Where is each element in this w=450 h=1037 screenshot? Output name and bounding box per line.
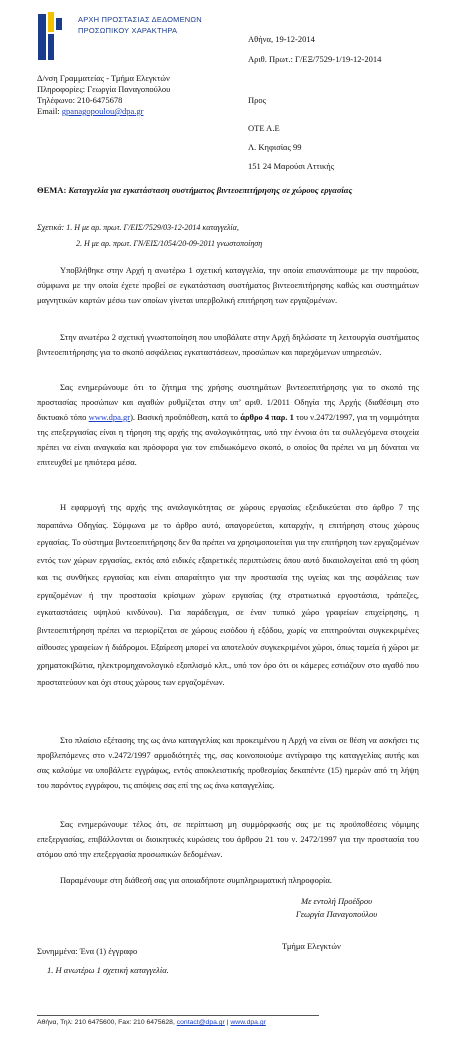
- subject-text: Καταγγελία για εγκατάσταση συστήματος βιντεοεπιτήρησης σε χώρους εργασίας: [68, 185, 353, 195]
- body-paragraph-5: Στο πλαίσιο εξέτασης της ως άνω καταγγελίας και προκειμένου η Αρχή να είναι σε θέση να ασκήσει τις προβλεπόμενες στο ν.2472/1997 αρμοδιότητές της, σας κοινοποιούμε αντίγραφο της καταγγελίας αυτής και σας καλούμε να υποβάλετε εγγράφως, εντός αποκλειστικής προθεσμίας δεκαπέντε (15) ημερών από τη λήψη του παρόντος εγγράφου, τις απόψεις σας επί της ως άνω καταγγελίας.: [37, 735, 419, 790]
- subject-label: ΘΕΜΑ:: [37, 185, 69, 195]
- body-p3-text-a: Σας ενημερώνουμε ότι το ζήτημα της χρήσης συστημάτων βιντεοεπιτήρησης για το σκοπό της προστασίας προσώπων και αγαθών ρυθμίζεται στην υπ’ αριθ. 1/2011 Οδηγία της Αρχής (διαθέσιμη στο δικτυακό τόπο: [37, 382, 419, 422]
- recipient-name: ΟΤΕ Α.Ε: [248, 123, 280, 133]
- footer-divider: [37, 1015, 319, 1016]
- related-item-2: 2. Η με αρ. πρωτ. ΓΝ/ΕΙΣ/1054/20-09-2011 γνωστοποίηση: [76, 239, 263, 248]
- signature-line-1: Με εντολή Προέδρου: [301, 896, 372, 906]
- body-paragraph-6: Σας ενημερώνουμε τέλος ότι, σε περίπτωση μη συμμόρφωσής σας με τις προϋποθέσεις νόμιμης επεξεργασίας, επιβάλλονται οι διοικητικές κυρώσεις του άρθρου 21 του ν. 2472/1997 για την προστασία του ατόμου από την επεξεργασία προσωπικών δεδομένων.: [37, 819, 419, 859]
- authority-name-line2: ΠΡΟΣΩΠΙΚΟΥ ΧΑΡΑΚΤΗΡΑ: [78, 26, 178, 35]
- body-p3-article: άρθρο 4 παρ. 1: [240, 412, 294, 422]
- footer-contact-text: Αθήνα, Τηλ: 210 6475600, Fax: 210 6475628,: [37, 1019, 177, 1026]
- body-paragraph-7: Παραμένουμε στη διάθεσή σας για οποιαδήποτε συμπληρωματική πληροφορία.: [60, 875, 332, 885]
- sender-email-line: [37, 106, 170, 117]
- dpa-website-link[interactable]: www.dpa.gr: [88, 412, 131, 422]
- body-paragraph-3: [37, 380, 419, 470]
- authority-logo-icon: [38, 12, 62, 62]
- sender-dept: Δ/νση Γραμματείας - Τμήμα Ελεγκτών: [37, 73, 170, 83]
- footer: [37, 1019, 266, 1026]
- body-p3-text-c: του ν.2472/1997, για τη νομιμότητα της επεξεργασίας είναι η τήρηση της αρχής της αναλογικότητας, υπό την έννοια ότι τα συλλεγόμενα στοιχεία πρέπει να είναι αναγκαία και πρόσφορα για τον επιδιωκόμενο σκοπό, ο οποίος θα πρέπει να μη δύναται να επιτευχθεί με ηπιότερα μέσα.: [37, 412, 419, 467]
- body-paragraph-1: Υποβλήθηκε στην Αρχή η ανωτέρω 1 σχετική καταγγελία, την οποία επισυνάπτουμε με την παρούσα, σύμφωνα με την οποία έχετε προβεί σε εγκατάσταση συστήματος βιντεοεπιτήρησης καθώς και συστημάτων μαγνητικών καρτών μέσω των οποίων γίνεται υπερβολική επιτήρηση των εργαζομένων.: [37, 265, 419, 305]
- recipient-to-label: Προς: [248, 95, 266, 105]
- authority-name: [78, 14, 202, 36]
- sender-phone: Τηλέφωνο: 210-6475678: [37, 95, 123, 105]
- sender-info: Πληροφορίες: Γεωργία Παναγοπούλου: [37, 84, 171, 94]
- recipient-block: [248, 119, 334, 176]
- signature-block: [274, 895, 399, 921]
- subject: [37, 183, 419, 198]
- recipient-street: Λ. Κηφισίας 99: [248, 142, 302, 152]
- attachments-label: Συνημμένα: Ένα (1) έγγραφο: [37, 946, 138, 956]
- sender-block: [37, 73, 170, 117]
- footer-separator: |: [224, 1019, 231, 1026]
- body-p3-text-b: ). Βασική προϋπόθεση, κατά το: [130, 412, 241, 422]
- recipient-city: 151 24 Μαρούσι Αττικής: [248, 161, 335, 171]
- related-item-1: Σχετικά: 1. Η με αρ. πρωτ. Γ/ΕΙΣ/7529/03-12-2014 καταγγελία,: [37, 223, 239, 232]
- footer-email-link[interactable]: contact@dpa.gr: [176, 1019, 225, 1026]
- signature-line-2: Γεωργία Παναγοπούλου: [295, 909, 378, 919]
- sender-email-label: Email:: [37, 106, 62, 116]
- signature-dept: Τμήμα Ελεγκτών: [282, 941, 341, 951]
- footer-web-link[interactable]: www.dpa.gr: [230, 1019, 266, 1026]
- body-paragraph-4: Η εφαρμογή της αρχής της αναλογικότητας σε χώρους εργασίας εξειδικεύεται στο άρθρο 7 της παραπάνω Οδηγίας. Σύμφωνα με το άρθρο αυτό, απαγορεύεται, καταρχήν, η επιτήρηση στους χώρους εργασίας. Το σύστημα βιντεοεπιτήρησης δεν θα πρέπει να χρησιμοποιείται για την επιτήρηση των εργαζομένων εντός των χώρων εργασίας, εκτός από ειδικές εξαιρετικές περιπτώσεις όπου αυτό δικαιολογείται από τη φύση και τις συνθήκες εργασίας και είναι απαραίτητο για την προστασία της υγείας και της ασφάλειας των εργαζομένων ή την προστασία κρίσιμων χώρων εργασίας (πχ στρατιωτικά εργοστάσια, τράπεζες, εγκαταστάσεις υψηλού κινδύνου). Για παράδειγμα, σε έναν τυπικό χώρο γραφείων επιχείρησης, η βιντεοεπιτήρηση πρέπει να περιορίζεται σε χώρους εισόδου ή εξόδου, χωρίς να επιτηρούνται συγκεκριμένες αίθουσες γραφείων ή διάδρομοι. Εξαίρεση μπορεί να αποτελούν συγκεκριμένοι χώροι, όπως ταμεία ή χώροι με χρηματοκιβώτια, ηλεκτρομηχανολογικό εξοπλισμό κλπ., υπό τον όρο ότι οι κάμερες εστιάζουν στο αγαθό που προστατεύουν και όχι στους χώρους των εργαζομένων.: [37, 502, 419, 687]
- sender-email-link[interactable]: gpanagopoulou@dpa.gr: [61, 106, 144, 116]
- authority-name-line1: ΑΡΧΗ ΠΡΟΣΤΑΣΙΑΣ ΔΕΔΟΜΕΝΩΝ: [78, 15, 202, 24]
- related-block: [37, 220, 262, 252]
- protocol-number: Αριθ. Πρωτ.: Γ/ΕΞ/7529-1/19-12-2014: [248, 54, 382, 64]
- body-paragraph-2: Στην ανωτέρω 2 σχετική γνωστοποίηση που υποβάλατε στην Αρχή δηλώσατε τη λειτουργία συστήματος βιντεοεπιτήρησης για το σκοπό ασφάλειας εγκαταστάσεων, προσώπων και παρεχόμενων υπηρεσιών.: [37, 332, 419, 357]
- authority-logo: [38, 12, 62, 62]
- attachment-item-1: 1. Η ανωτέρω 1 σχετική καταγγελία.: [47, 965, 169, 975]
- place-date: Αθήνα, 19-12-2014: [248, 34, 315, 44]
